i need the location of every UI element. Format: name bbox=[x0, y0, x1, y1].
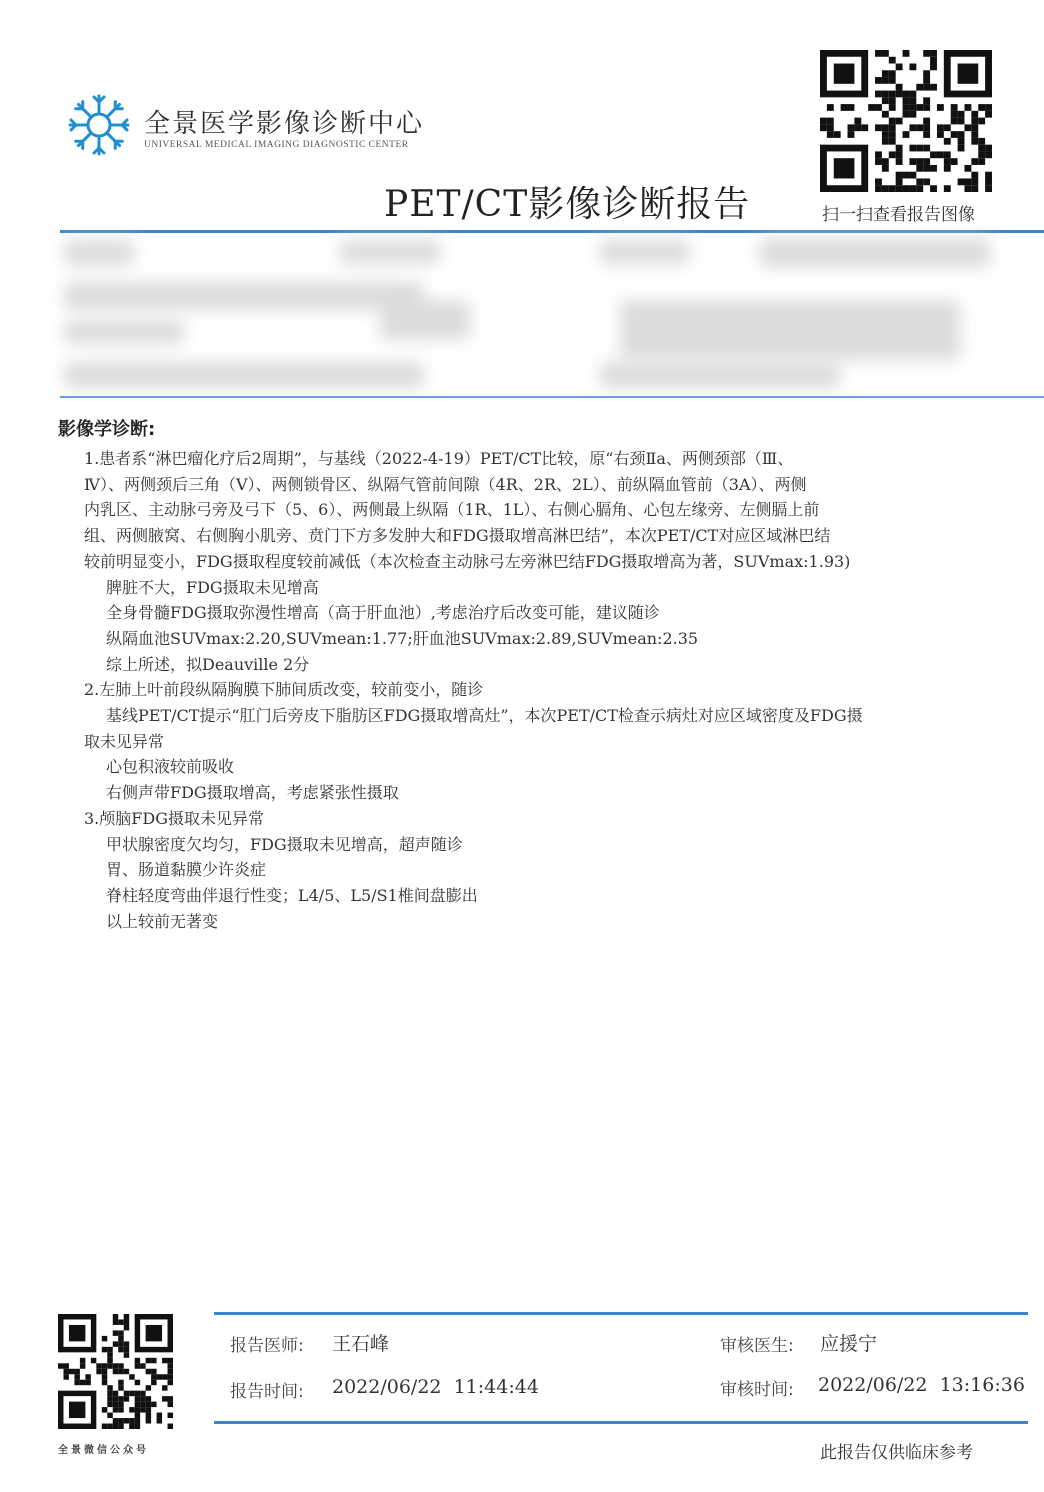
report-time: 2022/06/22 11:44:44 bbox=[332, 1376, 539, 1398]
diagnosis-line: 以上较前无著变 bbox=[106, 911, 219, 931]
diagnosis-line: 3.颅脑FDG摄取未见异常 bbox=[84, 808, 264, 828]
logo-icon bbox=[66, 92, 132, 158]
wechat-caption: 全景微信公众号 bbox=[58, 1445, 149, 1456]
diagnosis-body bbox=[84, 446, 974, 934]
qr-caption: 扫一扫查看报告图像 bbox=[822, 205, 975, 225]
diagnosis-line: 胃、肠道黏膜少许炎症 bbox=[106, 860, 267, 880]
org-name-cn: 全景医学影像诊断中心 bbox=[144, 109, 425, 139]
diagnosis-line: 纵隔血池SUVmax:2.20,SUVmean:1.77;肝血池SUVmax:2.89,SUVmean:2.35 bbox=[106, 628, 699, 648]
diagnosis-line: 右侧声带FDG摄取增高，考虑紧张性摄取 bbox=[106, 783, 399, 803]
review-time: 2022/06/22 13:16:36 bbox=[818, 1374, 1025, 1396]
footer-bottom-divider bbox=[214, 1421, 1028, 1424]
review-time-label: 审核时间: bbox=[720, 1380, 794, 1400]
review-doctor-label: 审核医生: bbox=[720, 1336, 794, 1356]
report-title: PET/CT影像诊断报告 bbox=[384, 184, 751, 225]
org-name-en: UNIVERSAL MEDICAL IMAGING DIAGNOSTIC CENTER bbox=[144, 140, 409, 150]
report-doctor-label: 报告医师: bbox=[230, 1336, 304, 1356]
diagnosis-line: 2.左肺上叶前段纵隔胸膜下肺间质改变，较前变小，随诊 bbox=[84, 680, 484, 700]
diagnosis-line: 较前明显变小，FDG摄取程度较前减低（本次检查主动脉弓左旁淋巴结FDG摄取增高为著，SUVmax:1.93) bbox=[84, 551, 851, 571]
report-doctor: 王石峰 bbox=[332, 1333, 390, 1355]
qr-code-icon[interactable] bbox=[58, 1314, 173, 1429]
qr-code-icon[interactable] bbox=[820, 50, 992, 192]
diagnosis-line: 心包积液较前吸收 bbox=[106, 757, 235, 777]
diagnosis-line: 1.患者系“淋巴瘤化疗后2周期”，与基线（2022-4-19）PET/CT比较，原“右颈Ⅱa、两侧颈部（Ⅲ、 bbox=[84, 449, 794, 468]
diagnosis-line: 基线PET/CT提示“肛门后旁皮下脂肪区FDG摄取增高灶”，本次PET/CT检查示病灶对应区域密度及FDG摄 bbox=[106, 706, 863, 726]
section-divider bbox=[60, 396, 1044, 398]
diagnosis-line: 取未见异常 bbox=[84, 731, 165, 751]
section-heading: 影像学诊断: bbox=[58, 419, 156, 440]
diagnosis-line: 甲状腺密度欠均匀，FDG摄取未见增高，超声随诊 bbox=[106, 834, 463, 854]
diagnosis-line: Ⅳ）、两侧颈后三角（Ⅴ）、两侧锁骨区、纵隔气管前间隙（4R、2R、2L）、前纵隔血管前（3A）、两侧 bbox=[84, 474, 807, 494]
disclaimer: 此报告仅供临床参考 bbox=[820, 1443, 973, 1463]
report-time-label: 报告时间: bbox=[230, 1382, 304, 1402]
diagnosis-line: 组、两侧腋窝、右侧胸小肌旁、贲门下方多发肿大和FDG摄取增高淋巴结”，本次PET/CT对应区域淋巴结 bbox=[84, 526, 831, 546]
diagnosis-line: 脊柱轻度弯曲伴退行性变；L4/5、L5/S1椎间盘膨出 bbox=[106, 885, 478, 905]
diagnosis-line: 全身骨髓FDG摄取弥漫性增高（高于肝血池）,考虑治疗后改变可能，建议随诊 bbox=[106, 603, 660, 623]
review-doctor: 应援宁 bbox=[820, 1333, 878, 1355]
diagnosis-line: 内乳区、主动脉弓旁及弓下（5、6）、两侧最上纵隔（1R、1L）、右侧心膈角、心包左缘旁、左侧膈上前 bbox=[84, 500, 820, 520]
top-divider bbox=[60, 230, 1044, 233]
diagnosis-line: 综上所述，拟Deauville 2分 bbox=[106, 654, 310, 674]
diagnosis-line: 脾脏不大，FDG摄取未见增高 bbox=[106, 577, 319, 597]
footer-top-divider bbox=[214, 1312, 1028, 1315]
